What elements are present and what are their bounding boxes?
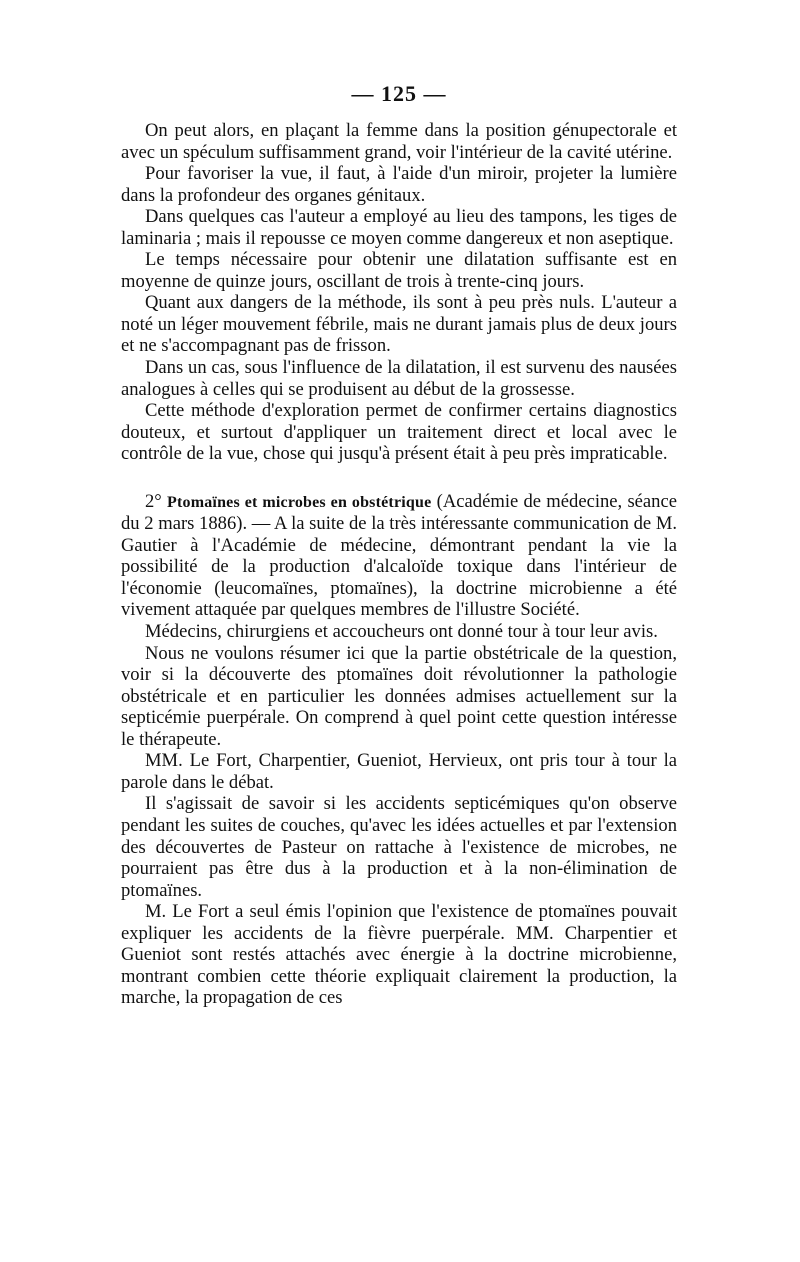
paragraph: Pour favoriser la vue, il faut, à l'aide d'un miroir, projeter la lumière dans la profondeur des organes génitaux. <box>121 163 677 206</box>
section-title: Ptomaïnes et microbes en obstétrique <box>167 493 432 511</box>
book-page <box>121 82 677 1009</box>
paragraph: Dans un cas, sous l'influence de la dilatation, il est survenu des nausées analogues à celles qui se produisent au début de la grossesse. <box>121 357 677 400</box>
paragraph: Le temps nécessaire pour obtenir une dilatation suffisante est en moyenne de quinze jours, oscillant de trois à trente-cinq jours. <box>121 249 677 292</box>
paragraph: Cette méthode d'exploration permet de confirmer certains diagnostics douteux, et surtout d'appliquer un traitement direct et local avec le contrôle de la vue, chose qui jusqu'à présent était à peu près impraticable. <box>121 400 677 465</box>
section-lead-text: (Académie de médecine, séance du 2 mars 1886). — A la suite de la très intéressante communication de M. Gautier à l'Académie de médecine, démontrant pendant la vie la possibilité de la production d'alcaloïde toxique dans l'intérieur de l'économie (leucomaïnes, ptomaïnes), la doctrine microbienne a été vivement attaquée par quelques membres de l'illustre Société. <box>121 490 677 621</box>
paragraph: Dans quelques cas l'auteur a employé au lieu des tampons, les tiges de laminaria ; mais il repousse ce moyen comme dangereux et non aseptique. <box>121 206 677 249</box>
paragraph: Il s'agissait de savoir si les accidents septicémiques qu'on observe pendant les suites de couches, qu'avec les idées actuelles et par l'extension des découvertes de Pasteur on rattache à l'existence de microbes, ne pourraient pas être dus à la production et à la non-élimination de ptomaïnes. <box>121 793 677 901</box>
paragraph: MM. Le Fort, Charpentier, Gueniot, Hervieux, ont pris tour à tour la parole dans le débat. <box>121 750 677 793</box>
paragraph: Nous ne voulons résumer ici que la partie obstétricale de la question, voir si la découverte des ptomaïnes doit révolutionner la pathologie obstétricale et en particulier les données admises actuellement sur la septicémie puerpérale. On comprend à quel point cette question intéresse le thérapeute. <box>121 642 677 750</box>
section-number: 2° <box>145 490 162 512</box>
paragraph: Médecins, chirurgiens et accoucheurs ont donné tour à tour leur avis. <box>145 621 658 643</box>
section-paragraph <box>121 491 677 621</box>
paragraph: M. Le Fort a seul émis l'opinion que l'existence de ptomaïnes pouvait expliquer les accidents de la fièvre puerpérale. MM. Charpentier et Gueniot sont restés attachés avec énergie à la doctrine microbienne, montrant combien cette théorie expliquait clairement la production, la marche, la propagation de ces <box>121 901 677 1009</box>
section-spacer <box>121 465 677 491</box>
page-number: — 125 — <box>351 81 447 106</box>
paragraph: On peut alors, en plaçant la femme dans la position génupectorale et avec un spéculum suffisamment grand, voir l'intérieur de la cavité utérine. <box>121 120 677 163</box>
paragraph: Quant aux dangers de la méthode, ils sont à peu près nuls. L'auteur a noté un léger mouvement fébrile, mais ne durant jamais plus de deux jours et ne s'accompagnant pas de frisson. <box>121 292 677 357</box>
